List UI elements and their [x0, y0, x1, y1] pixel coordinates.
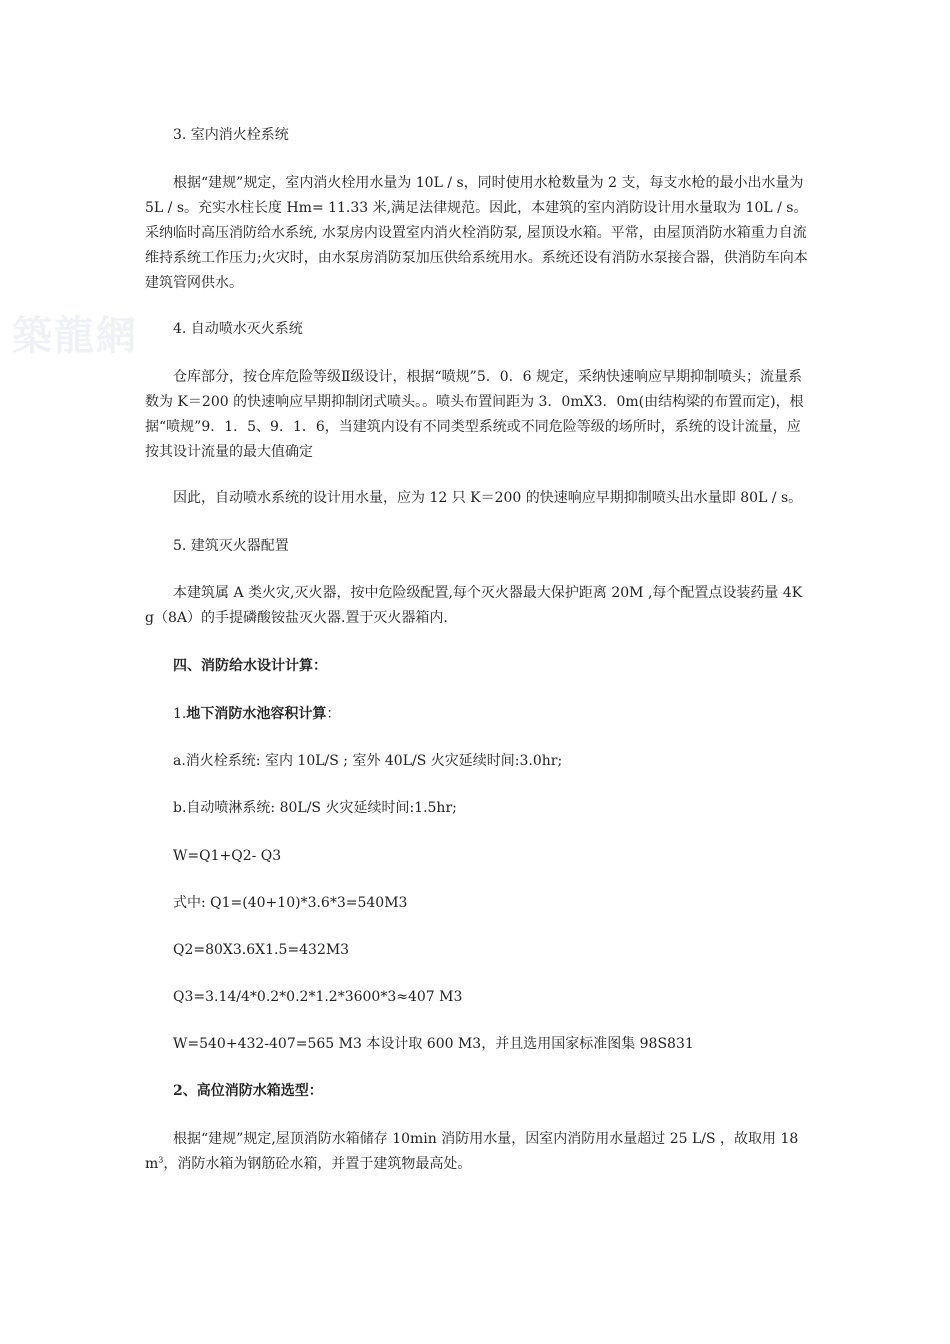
watermark-logo: 築龍網: [12, 312, 138, 359]
subheading-number: 1.: [173, 706, 187, 722]
section-heading-indoor-hydrant: 3. 室内消火栓系统: [173, 127, 289, 143]
line-sprinkler-system: b.自动喷淋系统: 80L/S 火灾延续时间:1.5hr;: [173, 800, 457, 816]
section-heading-tank: 2、高位消防水箱选型：: [173, 1083, 323, 1099]
formula-q3: Q3=3.14/4*0.2*0.2*1.2*3600*3≈407 M3: [173, 989, 463, 1005]
paragraph-sprinkler: 仓库部分，按仓库危险等级Ⅱ级设计，根据“喷规”5．0．6 规定，采纳快速响应早期抑制喷头；流量系数为 K＝200 的快速响应早期抑制闭式喷头。。喷头布置间距为 3．0mX3．0m(由结构梁的布置而定)，根据“喷规”9．1．5、9．1．6，当建筑内设有不同类型系统或不同危险等级的场所时，系统的设计流量，应按其设计流量的最大值确定: [145, 369, 804, 460]
subheading-title: 地下消防水池容积计算: [186, 706, 327, 722]
paragraph-indoor-hydrant: 根据“建规”规定，室内消火栓用水量为 10L / s，同时使用水枪数量为 2 支，每支水枪的最小出水量为 5L / s。充实水柱长度 Hm= 11.33 米,满足法律规范。因此，本建筑的室内消防设计用水量取为 10L / s。采纳临时高压消防给水系统, 水泵房内设置室内消火栓消防泵, 屋顶设水箱。平常，由屋顶消防水箱重力自流维持系统工作压力;火灾时，由水泵房消防泵加压供给系统用水。系统还设有消防水泵接合器，供消防车向本建筑管网供水。: [145, 175, 808, 291]
section-heading-calculation: 四、消防给水设计计算：: [173, 658, 327, 674]
subheading-pool-volume: [145, 702, 810, 727]
superscript-cubic: 3: [158, 1155, 164, 1165]
section-heading-extinguisher: 5. 建筑灭火器配置: [173, 538, 289, 554]
paragraph-extinguisher: 本建筑属 A 类火灾,灭火器，按中危险级配置,每个灭火器最大保护距离 20M ,每个配置点设装药量 4Kg（8A）的手提磷酸铵盐灭火器.置于灭火器箱内.: [145, 585, 803, 626]
subheading-colon: ：: [326, 706, 341, 722]
line-hydrant-system: a.消火栓系统: 室内 10L/S ; 室外 40L/S 火灾延续时间:3.0hr;: [173, 753, 563, 769]
section-heading-sprinkler: 4. 自动喷水灭火系统: [173, 321, 303, 337]
paragraph-sprinkler-water: 因此，自动喷水系统的设计用水量，应为 12 只 K＝200 的快速响应早期抑制喷头出水量即 80L / s。: [173, 490, 803, 506]
paragraph-tank: [145, 1127, 810, 1177]
formula-q2: Q2=80X3.6X1.5=432M3: [173, 942, 350, 958]
paragraph-tank-text-b: ，消防水箱为钢筋砼水箱，并置于建筑物最高处。: [163, 1156, 472, 1172]
paragraph-tank-text-a: 根据“建规”规定,屋顶消防水箱储存 10min 消防用水量，因室内消防用水量超过 25 L/S ，故取用 18 m: [145, 1131, 799, 1172]
formula-w-result: W=540+432-407=565 M3 本设计取 600 M3，并且选用国家标准图集 98S831: [173, 1036, 694, 1052]
formula-w: W=Q1+Q2- Q3: [173, 848, 282, 864]
formula-q1: 式中: Q1=(40+10)*3.6*3=540M3: [173, 895, 408, 911]
